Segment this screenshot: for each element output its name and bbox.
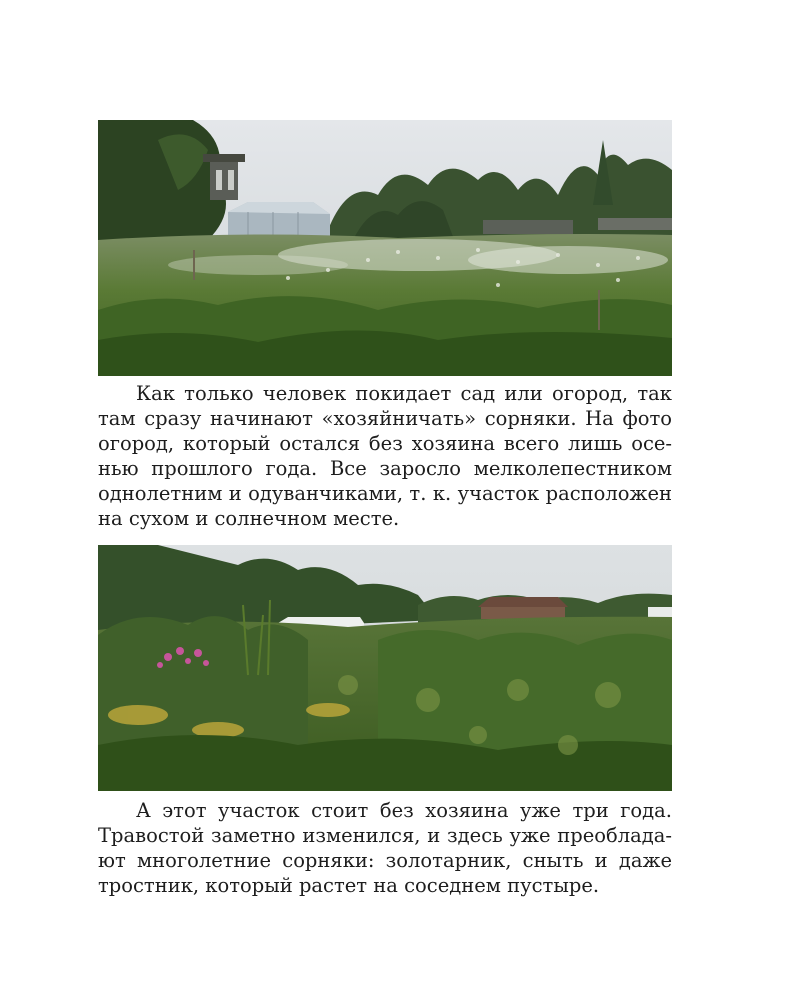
- garden-photo-one-year-image: [98, 120, 672, 376]
- garden-photo-three-years-image: [98, 545, 672, 791]
- garden-photo-one-year: [98, 120, 672, 376]
- caption-one-year: [98, 381, 672, 531]
- caption-line: Как только человек покидает сад или огород, так: [136, 382, 672, 405]
- caption-line: на сухом и солнечном месте.: [98, 507, 400, 530]
- caption-line: Травостой заметно изменился, и здесь уже преоблада-: [98, 824, 672, 847]
- caption-line: А этот участок стоит без хозяина уже три года.: [136, 799, 672, 822]
- caption-three-years: [98, 798, 672, 898]
- garden-photo-three-years: [98, 545, 672, 791]
- caption-line: однолетним и одуванчиками, т. к. участок расположен: [98, 482, 672, 505]
- caption-line: там сразу начинают «хозяйничать» сорняки. На фото: [98, 407, 672, 430]
- caption-line: огород, который остался без хозяина всего лишь осе-: [98, 432, 672, 455]
- caption-line: тростник, который растет на соседнем пустыре.: [98, 874, 600, 897]
- caption-line: ют многолетние сорняки: золотарник, сныть и даже: [98, 849, 672, 872]
- caption-line: нью прошлого года. Все заросло мелколепестником: [98, 457, 672, 480]
